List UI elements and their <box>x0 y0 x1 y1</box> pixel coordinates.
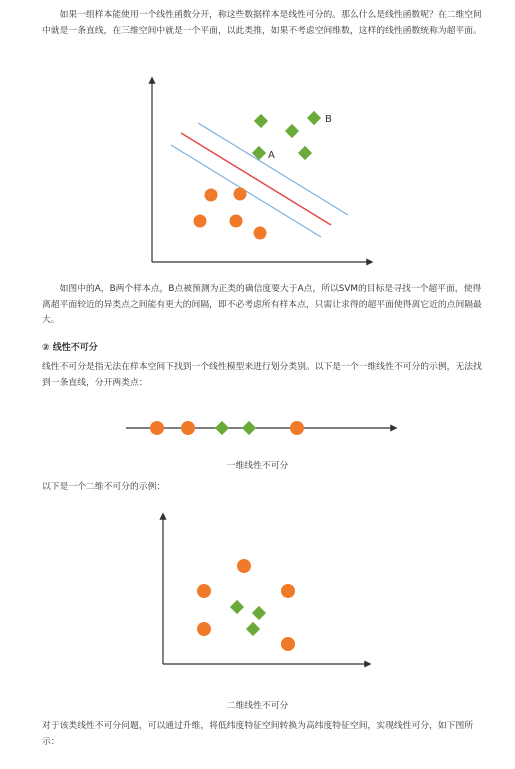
negative-point <box>205 189 218 202</box>
positive-point <box>230 600 244 614</box>
positive-point <box>252 606 266 620</box>
positive-point <box>242 421 256 435</box>
negative-point <box>230 215 243 228</box>
negative-point <box>181 421 195 435</box>
oned-caption: 一维线性不可分 <box>226 461 289 471</box>
negative-point <box>197 584 211 598</box>
twod-intro-paragraph: 以下是一个二维不可分的示例： <box>42 482 166 492</box>
negative-point <box>281 637 295 651</box>
negative-points <box>194 188 267 240</box>
twod-caption: 二维线性不可分 <box>226 701 289 711</box>
nonlinear-definition-paragraph: 线性不可分是指无法在样本空间下找到一个线性模型来进行划分类别。以下是一个一维线性不可分的示例，无法找到一条直线，分开两类点： <box>42 362 482 388</box>
positive-point <box>254 114 268 128</box>
positive-points <box>252 111 321 160</box>
margin-line-upper <box>198 123 348 215</box>
figure-explain-paragraph: 如图中的A，B两个样本点，B点被预测为正类的确信度要大于A点，所以SVM的目标是寻找一个超平面，使得离超平面较近的异类点之间能有更大的间隔，即不必考虑所有样本点，只需让求得的超平面使得离它近的点间隔最大。 <box>42 284 482 325</box>
section-heading: ② 线性不可分 <box>42 343 98 353</box>
negative-point <box>254 227 267 240</box>
negative-point <box>290 421 304 435</box>
positive-point <box>298 146 312 160</box>
negative-point <box>234 188 247 201</box>
margin-line-lower <box>171 145 321 237</box>
negative-point <box>281 584 295 598</box>
negative-point <box>237 559 251 573</box>
conclusion-paragraph: 对于该类线性不可分问题，可以通过升维，将低纬度特征空间转换为高纬度特征空间，实现线性可分，如下图所示： <box>42 721 474 747</box>
positive-point-b <box>307 111 321 125</box>
positive-point <box>285 124 299 138</box>
positive-point <box>246 622 260 636</box>
hyperplane-line <box>181 133 331 225</box>
linear-separable-figure <box>0 0 515 280</box>
intro-paragraph: 如果一组样本能使用一个线性函数分开，称这些数据样本是线性可分的。那么什么是线性函数呢？在二维空间中就是一条直线，在三维空间中就是一个平面，以此类推，如果不考虑空间维数，这样的线性函数统称为超平面。 <box>42 10 482 36</box>
point-label-a: A <box>268 150 275 161</box>
negative-point <box>194 215 207 228</box>
twod-nonseparable-figure <box>0 500 515 680</box>
positive-point <box>215 421 229 435</box>
point-label-b: B <box>325 114 332 125</box>
negative-point <box>197 622 211 636</box>
oned-nonseparable-figure <box>0 410 515 450</box>
negative-point <box>150 421 164 435</box>
